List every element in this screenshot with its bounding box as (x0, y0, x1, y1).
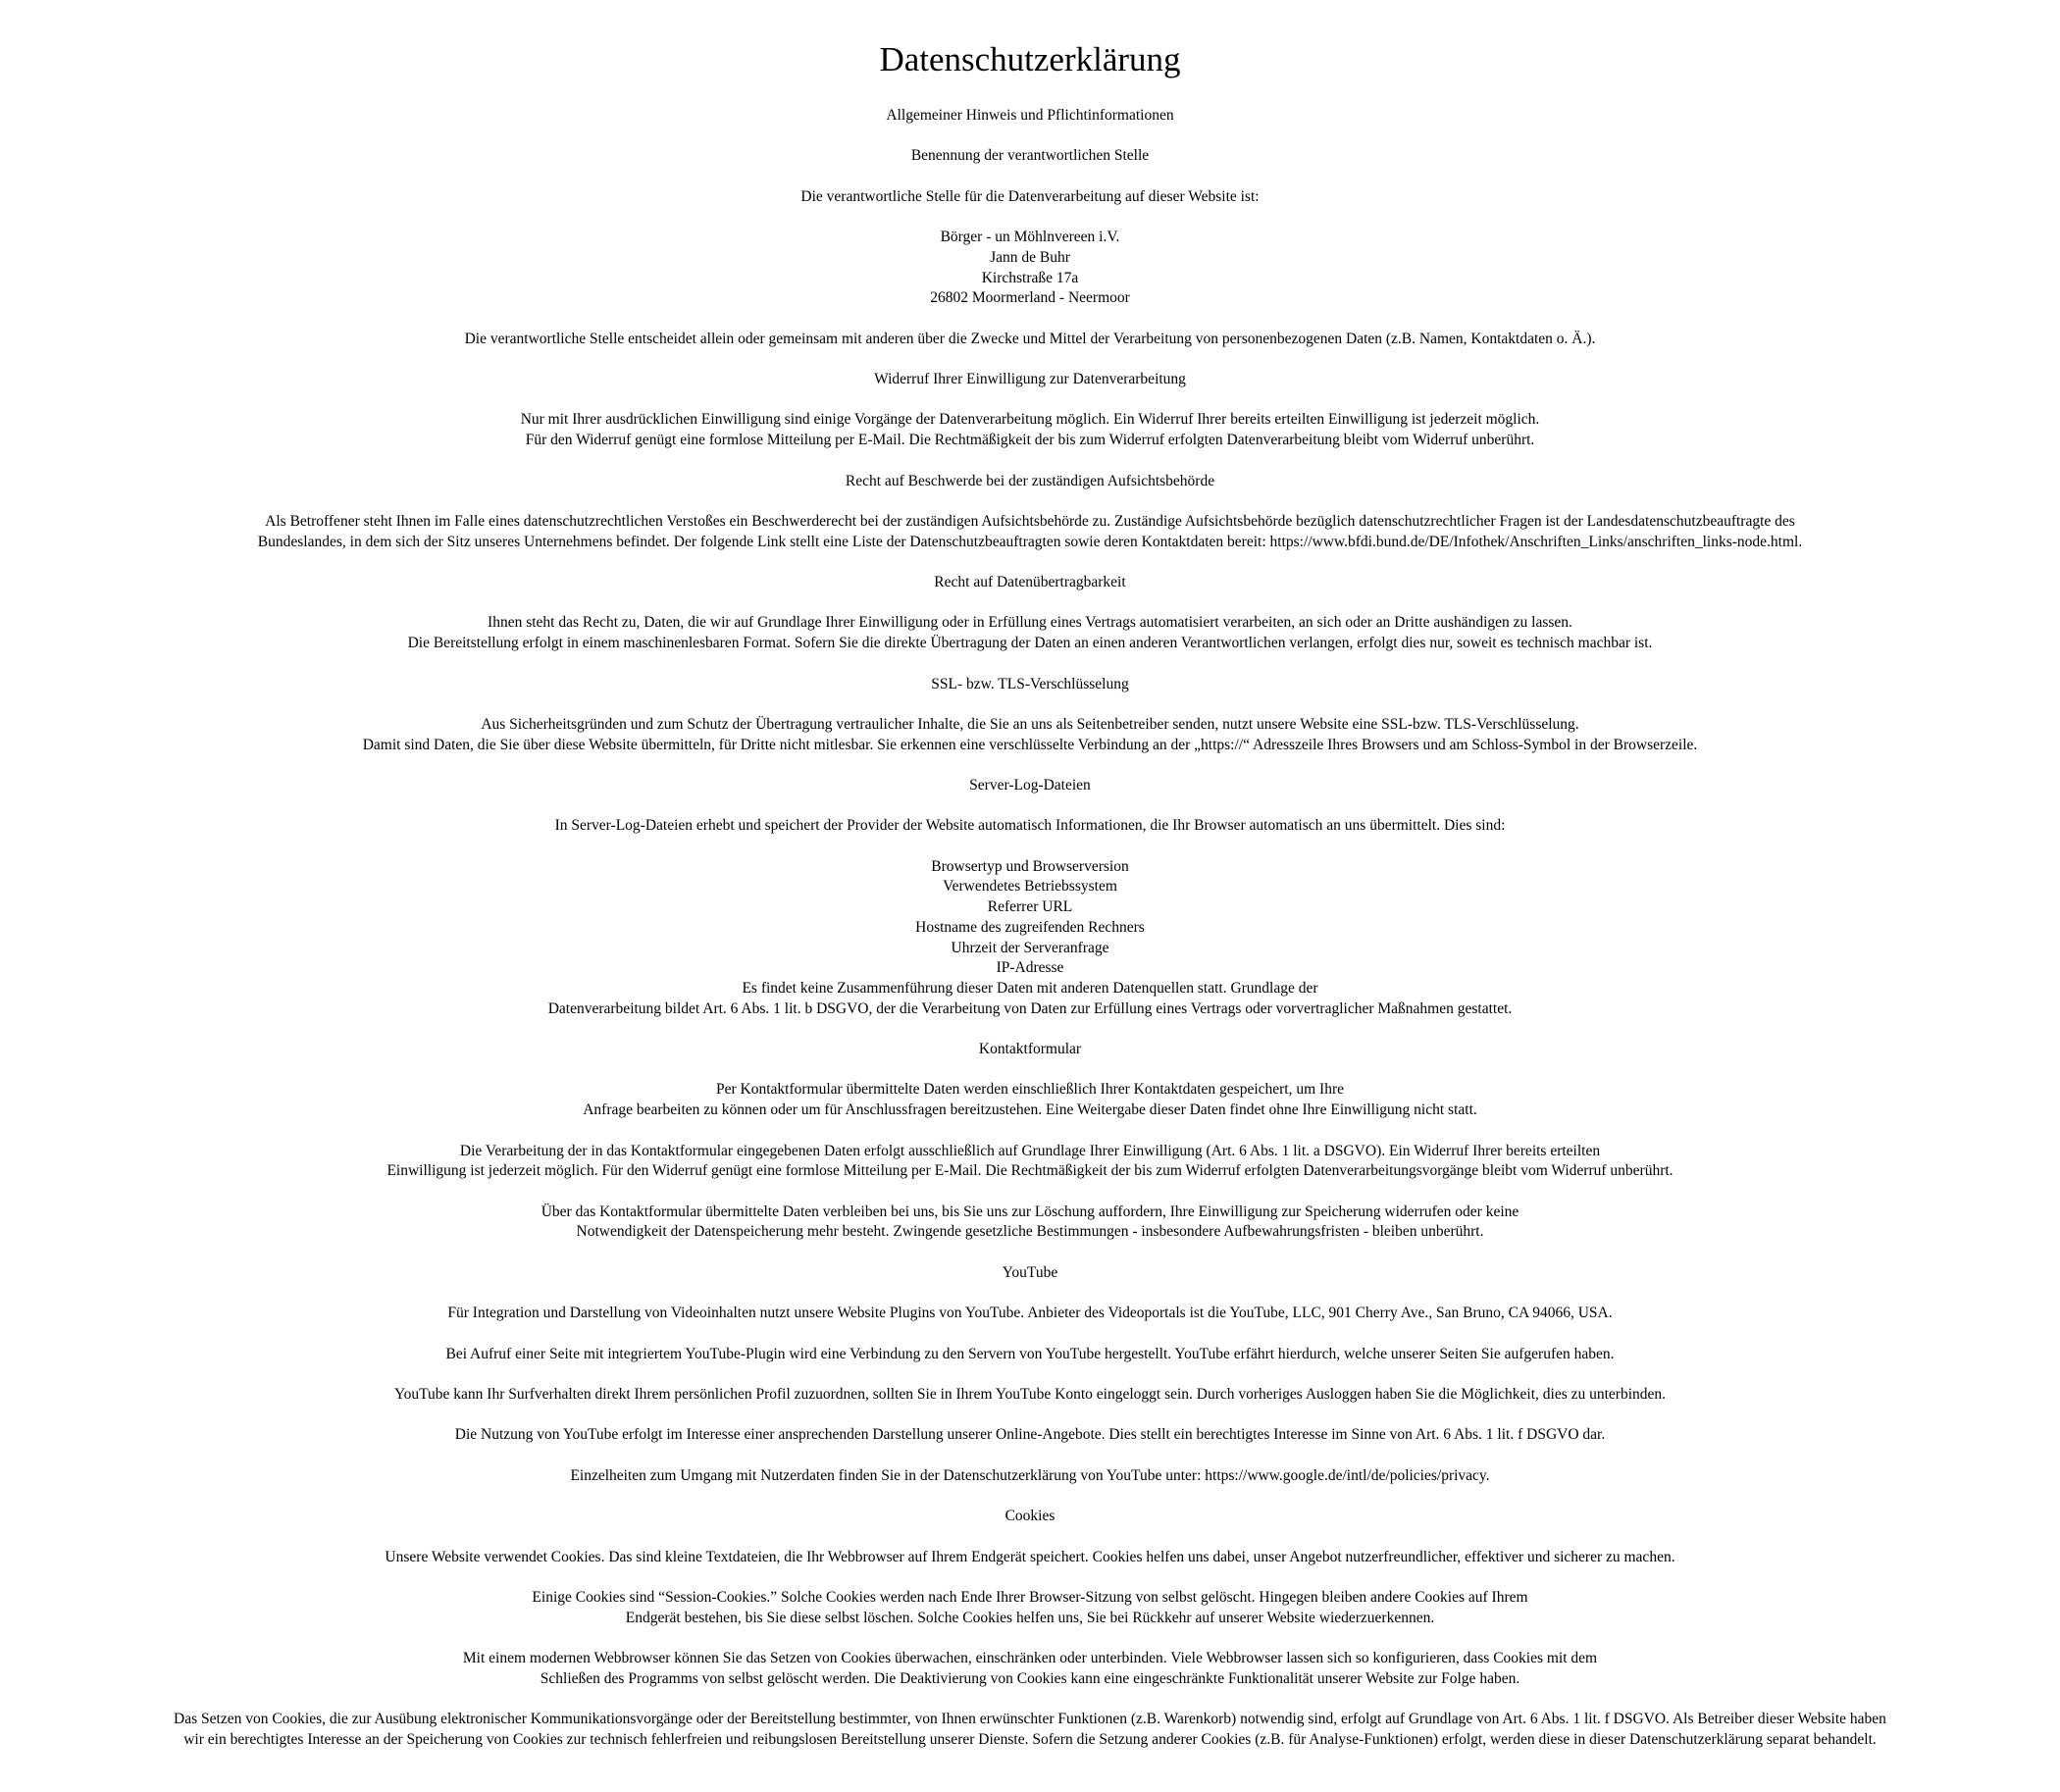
text-line: Für den Widerruf genügt eine formlose Mitteilung per E-Mail. Die Rechtmäßigkeit der bis zum Widerruf erfolgten Datenverarbeitung bleibt vom Widerruf unberührt. (525, 432, 1535, 449)
section-heading (39, 370, 2021, 390)
text-line: IP-Adresse (996, 959, 1064, 977)
text-line: SSL- bzw. TLS-Verschlüsselung (931, 675, 1129, 692)
paragraph (39, 512, 2021, 552)
paragraph (39, 1710, 2021, 1750)
text-line: Bei Aufruf einer Seite mit integriertem YouTube-Plugin wird eine Verbindung zu den Servern von YouTube hergestellt. YouTube erfährt hierdurch, welche unserer Seiten Sie aufgerufen haben. (445, 1345, 1615, 1362)
text-line: Benennung der verantwortlichen Stelle (910, 147, 1150, 165)
paragraph (39, 1649, 2021, 1689)
page-title: Datenschutzerklärung (879, 40, 1181, 78)
text-line: Endgerät bestehen, bis Sie diese selbst löschen. Solche Cookies helfen uns, Sie bei Rückkehr auf unserer Website wiederzuerkennen. (625, 1609, 1435, 1626)
text-line: Einzelheiten zum Umgang mit Nutzerdaten finden Sie in der Datenschutzerklärung von YouTube unter: https://www.google.de/intl/de/policies/privacy. (570, 1466, 1490, 1484)
text-line: Referrer URL (987, 898, 1073, 916)
text-line: YouTube (1002, 1263, 1058, 1281)
paragraph (39, 1385, 2021, 1406)
section-heading (39, 1263, 2021, 1284)
text-line: Die Bereitstellung erfolgt in einem maschinenlesbaren Format. Sofern Sie die direkte Übertragung der Daten an einen anderen Verantwortlichen verlangen, erfolgt dies nur, soweit es technisch machbar ist. (407, 635, 1653, 652)
text-line: Notwendigkeit der Datenspeicherung mehr besteht. Zwingende gesetzliche Bestimmungen - insbesondere Aufbewahrungsfristen - bleiben unberührt. (576, 1223, 1484, 1241)
text-line: Für Integration und Darstellung von Videoinhalten nutzt unsere Website Plugins von YouTube. Anbieter des Videoportals ist die YouTube, LLC, 901 Cherry Ave., San Bruno, CA 94066, USA. (447, 1305, 1613, 1322)
text-line: Einige Cookies sind “Session-Cookies.” Solche Cookies werden nach Ende Ihrer Browser-Sitzung von selbst gelöscht. Hingegen bleiben andere Cookies auf Ihrem (532, 1588, 1528, 1606)
paragraph (39, 1142, 2021, 1182)
paragraph (39, 1466, 2021, 1487)
section-heading (39, 573, 2021, 593)
text-line: Jann de Buhr (990, 248, 1070, 266)
text-line: Über das Kontaktformular übermittelte Daten verbleiben bei uns, bis Sie uns zur Löschung auffordern, Ihre Einwilligung zur Speicherung widerrufen oder keine (541, 1203, 1519, 1220)
section-heading (39, 1040, 2021, 1060)
text-line: Unsere Website verwendet Cookies. Das sind kleine Textdateien, die Ihr Webbrowser auf Ihrem Endgerät speichert. Cookies helfen uns dabei, unser Angebot nutzerfreundlicher, effektiver und sicherer zu machen. (385, 1548, 1675, 1565)
paragraph (39, 857, 2021, 1020)
text-line: Anfrage bearbeiten zu können oder um für Anschlussfragen bereitzustehen. Eine Weitergabe dieser Daten findet ohne Ihre Einwilligung nicht statt. (583, 1101, 1477, 1119)
text-line: Das Setzen von Cookies, die zur Ausübung elektronischer Kommunikationsvorgänge oder der Bereitstellung bestimmter, von Ihnen erwünschter Funktionen (z.B. Warenkorb) notwendig sind, erfolgt auf Grundlage von Art. 6 Abs. 1 lit. f DSGVO. Als Betreiber dieser Website haben (174, 1711, 1886, 1728)
text-line: Kirchstraße 17a (981, 269, 1079, 286)
text-line: Die Verarbeitung der in das Kontaktformular eingegebenen Daten erfolgt ausschließlich auf Grundlage Ihrer Einwilligung (Art. 6 Abs. 1 lit. a DSGVO). Ein Widerruf Ihrer bereits erteilten (459, 1142, 1601, 1159)
section-heading (39, 675, 2021, 695)
section-heading (39, 472, 2021, 492)
text-line: Börger - un Möhlnvereen i.V. (940, 229, 1120, 246)
text-line: Widerruf Ihrer Einwilligung zur Datenverarbeitung (874, 371, 1186, 388)
text-line: Hostname des zugreifenden Rechners (915, 918, 1145, 936)
paragraph (39, 330, 2021, 350)
text-line: Die Nutzung von YouTube erfolgt im Interesse einer ansprechenden Darstellung unserer Online-Angebote. Dies stellt ein berechtigtes Interesse im Sinne von Art. 6 Abs. 1 lit. f DSGVO dar. (454, 1426, 1606, 1444)
text-line: Ihnen steht das Recht zu, Daten, die wir auf Grundlage Ihrer Einwilligung oder in Erfüllung eines Vertrags automatisiert verarbeiten, an sich oder an Dritte aushändigen zu lassen. (488, 614, 1572, 632)
text-line: Allgemeiner Hinweis und Pflichtinformationen (886, 107, 1174, 124)
text-line: Einwilligung ist jederzeit möglich. Für den Widerruf genügt eine formlose Mitteilung per E-Mail. Die Rechtmäßigkeit der bis zum Widerruf erfolgten Datenverarbeitungsvorgänge bleibt vom Widerruf unberührt. (386, 1162, 1674, 1180)
text-line: Bundeslandes, in dem sich der Sitz unseres Unternehmens befindet. Der folgende Link stellt eine Liste der Datenschutzbeauftragten sowie deren Kontaktdaten bereit: https://www.bfdi.bund.de/DE/Infothek/Anschriften_Links/anschriften_links-node.html. (257, 533, 1803, 550)
paragraph (39, 816, 2021, 837)
text-line: Mit einem modernen Webbrowser können Sie das Setzen von Cookies überwachen, einschränken oder unterbinden. Viele Webbrowser lassen sich so konfigurieren, dass Cookies mit dem (462, 1649, 1598, 1666)
paragraph (39, 1425, 2021, 1446)
paragraph (39, 1345, 2021, 1365)
text-line: Server-Log-Dateien (969, 777, 1091, 794)
text-line: Als Betroffener steht Ihnen im Falle eines datenschutzrechtlichen Verstoßes ein Beschwerderecht bei der zuständigen Aufsichtsbehörde zu. Zuständige Aufsichtsbehörde bezüglich datenschutzrechtlicher Fragen ist der Landesdatenschutzbeauftragte des (265, 512, 1795, 530)
text-line: YouTube kann Ihr Surfverhalten direkt Ihrem persönlichen Profil zuzuordnen, sollten Sie in Ihrem YouTube Konto eingeloggt sein. Durch vorheriges Ausloggen haben Sie die Möglichkeit, dies zu unterbinden. (393, 1385, 1667, 1403)
text-line: Verwendetes Betriebssystem (943, 878, 1117, 896)
policy-content (39, 106, 2021, 1750)
text-line: Cookies (1004, 1508, 1056, 1525)
text-line: 26802 Moormerland - Neermoor (930, 289, 1130, 307)
paragraph (39, 715, 2021, 755)
paragraph (39, 228, 2021, 309)
paragraph (39, 410, 2021, 450)
text-line: wir ein berechtigtes Interesse an der Speicherung von Cookies zur technisch fehlerfreien und reibungslosen Bereitstellung unserer Dienste. Sofern die Setzung anderer Cookies (z.B. für Analyse-Funktionen) erfolgt, werden diese in dieser Datenschutzerklärung separat behandelt. (183, 1730, 1877, 1748)
text-line: Browsertyp und Browserversion (931, 857, 1129, 875)
paragraph (39, 1548, 2021, 1568)
paragraph (39, 1080, 2021, 1120)
paragraph (39, 1588, 2021, 1628)
section-heading (39, 776, 2021, 796)
text-line: Datenverarbeitung bildet Art. 6 Abs. 1 lit. b DSGVO, der die Verarbeitung von Daten zur Erfüllung eines Vertrags oder vorvertraglicher Maßnahmen gestattet. (547, 999, 1513, 1017)
paragraph (39, 1203, 2021, 1243)
text-line: Uhrzeit der Serveranfrage (951, 939, 1109, 956)
text-line: Aus Sicherheitsgründen und zum Schutz der Übertragung vertraulicher Inhalte, die Sie an uns als Seitenbetreiber senden, nutzt unsere Website eine SSL-bzw. TLS-Verschlüsselung. (481, 715, 1579, 733)
text-line: Die verantwortliche Stelle entscheidet allein oder gemeinsam mit anderen über die Zwecke und Mittel der Verarbeitung von personenbezogenen Daten (z.B. Namen, Kontaktdaten o. Ä.). (464, 330, 1596, 347)
paragraph (39, 1304, 2021, 1324)
text-line: Nur mit Ihrer ausdrücklichen Einwilligung sind einige Vorgänge der Datenverarbeitung möglich. Ein Widerruf Ihrer bereits erteilten Einwilligung ist jederzeit möglich. (520, 411, 1540, 429)
section-heading (39, 1507, 2021, 1527)
text-line: In Server-Log-Dateien erhebt und speichert der Provider der Website automatisch Informationen, die Ihr Browser automatisch an uns übermittelt. Dies sind: (554, 817, 1506, 835)
text-line: Recht auf Datenübertragbarkeit (934, 574, 1126, 591)
section-heading (39, 106, 2021, 127)
text-line: Es findet keine Zusammenführung dieser Daten mit anderen Datenquellen statt. Grundlage der (742, 980, 1318, 997)
text-line: Per Kontaktformular übermittelte Daten werden einschließlich Ihrer Kontaktdaten gespeichert, um Ihre (716, 1081, 1344, 1099)
text-line: Die verantwortliche Stelle für die Datenverarbeitung auf dieser Website ist: (800, 187, 1260, 205)
paragraph (39, 613, 2021, 653)
text-line: Schließen des Programms von selbst gelöscht werden. Die Deaktivierung von Cookies kann eine eingeschränkte Funktionalität unserer Website zur Folge haben. (540, 1669, 1520, 1687)
text-line: Damit sind Daten, die Sie über diese Website übermitteln, für Dritte nicht mitlesbar. Sie erkennen eine verschlüsselte Verbindung an der „https://“ Adresszeile Ihres Browsers und am Schloss-Symbol in der Browserzeile. (362, 736, 1698, 753)
paragraph (39, 187, 2021, 208)
text-line: Recht auf Beschwerde bei der zuständigen Aufsichtsbehörde (845, 472, 1215, 489)
section-heading (39, 146, 2021, 167)
text-line: Kontaktformular (978, 1041, 1082, 1058)
